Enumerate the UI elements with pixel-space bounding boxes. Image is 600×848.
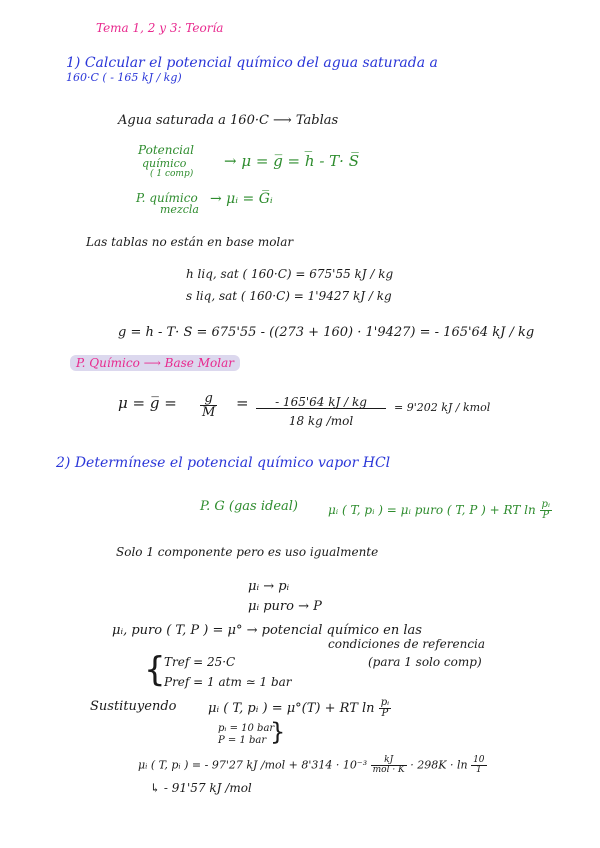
sustituyendo-den: P (381, 708, 389, 719)
g-over-m-den: M (202, 405, 216, 420)
pi-value: pᵢ = 10 bar (218, 723, 275, 734)
h-liquido-saturado: h liq, sat ( 160·C) = 675'55 kJ / kg (186, 267, 394, 281)
gas-ideal-den: P (542, 510, 550, 521)
sustituyendo-num: pᵢ (380, 697, 390, 708)
mu-puro-to-P: μᵢ puro → P (248, 599, 322, 614)
final-units-den: mol · K (372, 765, 405, 775)
g-over-m-num: g (200, 392, 217, 406)
sustituyendo-label: Sustituyendo (90, 699, 177, 714)
pquimico-mezcla-label-2: mezcla (160, 203, 199, 216)
potencial-label-3: ( 1 comp) (150, 169, 194, 179)
mu-referencia: μᵢ, puro ( T, P ) = μ° → potencial químico en las (112, 623, 422, 638)
final-equation-text-2: · 298K · ln (410, 758, 468, 772)
values-brace: } (270, 718, 286, 746)
ln-num: 10 (473, 755, 485, 765)
pquimico-mezcla-equation: → μᵢ = G̅ᵢ (210, 191, 273, 207)
problem1-statement: 1) Calcular el potencial químico del agua saturada a (66, 55, 438, 71)
page-title: Tema 1, 2 y 3: Teoría (96, 21, 224, 35)
gas-ideal-equation-text: μᵢ ( T, pᵢ ) = μᵢ puro ( T, P ) + RT ln (328, 503, 536, 517)
potencial-label-1: Potencial (138, 143, 195, 157)
potencial-equation: → μ = g̅ = h̅ - T· S̅ (224, 152, 359, 170)
mu-referencia-cont: condiciones de referencia (328, 637, 486, 651)
P-value: P = 1 bar (218, 735, 267, 746)
p-referencia: Pref = 1 atm ≃ 1 bar (164, 675, 292, 689)
no-molar-note: Las tablas no están en base molar (86, 235, 294, 249)
gas-ideal-equation (328, 500, 552, 521)
big-fraction-den: 18 kg /mol (288, 414, 354, 428)
g-calculation: g = h - T· S = 675'55 - ((273 + 160) · 1'9427) = - 165'64 kJ / kg (118, 325, 535, 340)
problem1-statement-cont: 160·C ( - 165 kJ / kg) (66, 71, 182, 84)
mu-i-to-pi: μᵢ → pᵢ (248, 579, 290, 594)
agua-saturada-line: Agua saturada a 160·C ⟶ Tablas (118, 113, 339, 128)
sustituyendo-equation (208, 698, 391, 719)
t-referencia: Tref = 25·C (164, 655, 236, 669)
big-fraction (256, 396, 386, 427)
big-fraction-num: - 165'64 kJ / kg (256, 396, 386, 409)
final-units-num: kJ (371, 756, 407, 766)
reference-brace: { (144, 650, 166, 690)
potencial-label-2: químico (142, 157, 187, 170)
pquimico-mezcla-label-1: P. químico (136, 191, 198, 205)
equals-sign: = (236, 394, 249, 412)
para-un-componente: (para 1 solo comp) (368, 655, 482, 669)
mu-molar-lhs: μ = g̅ = (118, 394, 177, 412)
final-equation (138, 756, 487, 775)
solo-un-componente: Solo 1 componente pero es uso igualmente (116, 545, 379, 559)
molar-result: = 9'202 kJ / kmol (394, 401, 491, 414)
problem2-statement: 2) Determínese el potencial químico vapor HCl (56, 455, 391, 471)
ln-den: 1 (475, 765, 482, 775)
final-result: ↳ - 91'57 kJ /mol (150, 781, 252, 795)
final-equation-text: μᵢ ( T, pᵢ ) = - 97'27 kJ /mol + 8'314 · 10⁻³ (138, 758, 368, 772)
gas-ideal-num: pᵢ (541, 499, 550, 510)
s-liquido-saturado: s liq, sat ( 160·C) = 1'9427 kJ / kg (186, 289, 392, 303)
g-over-m-fraction (200, 392, 217, 419)
sustituyendo-equation-text: μᵢ ( T, pᵢ ) = μ°(T) + RT ln (208, 701, 375, 716)
gas-ideal-label: P. G (gas ideal) (200, 499, 298, 514)
base-molar-highlight: P. Químico ⟶ Base Molar (70, 355, 240, 371)
